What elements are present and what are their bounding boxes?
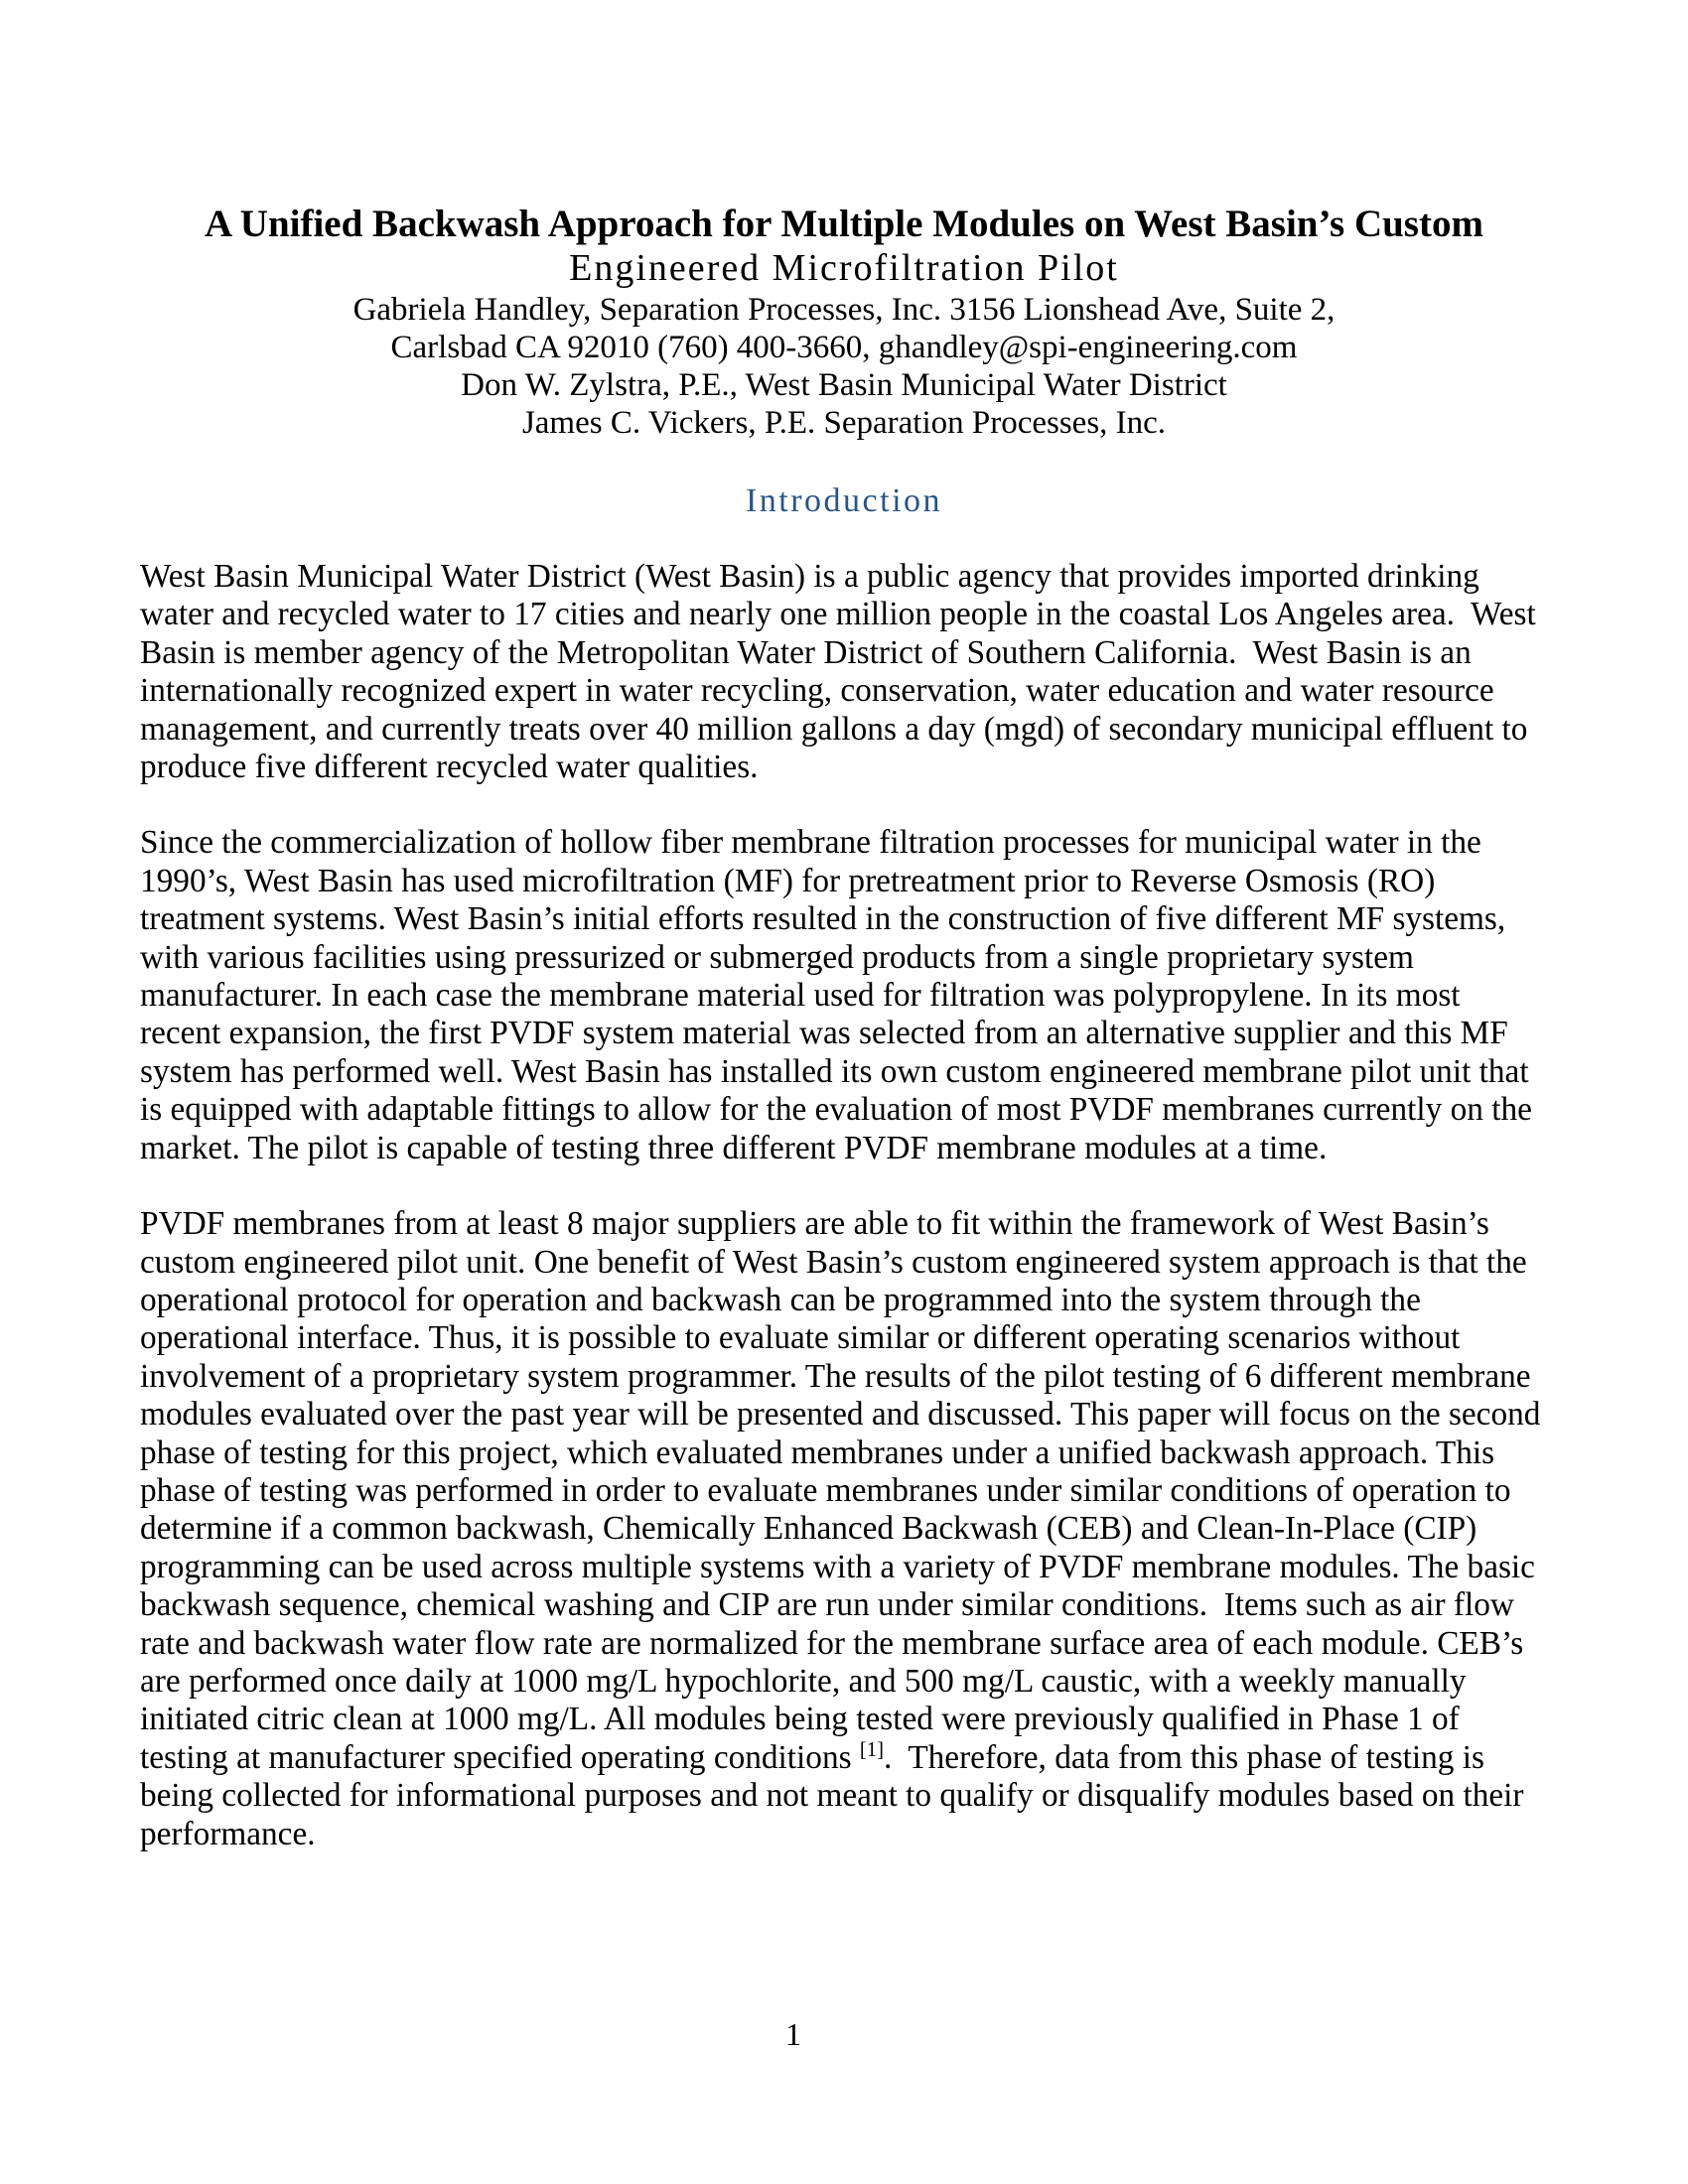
body-paragraph-3 (140, 1205, 1548, 1853)
author-line-1: Gabriela Handley, Separation Processes, Inc. 3156 Lionshead Ave, Suite 2, (352, 292, 1336, 328)
section-heading-introduction: Introduction (745, 482, 943, 519)
author-line-4: James C. Vickers, P.E. Separation Processes, Inc. (521, 405, 1167, 441)
paper-title-line-2: Engineered Microfiltration Pilot (569, 247, 1119, 289)
text-segment: Since the commercialization of hollow fiber membrane filtration processes for municipal water in the 1990’s, West Basin has used microfiltration (MF) for pretreatment prior to Reverse Osmosis (RO) treatment systems. West Basin’s initial efforts resulted in the construction of five different MF systems, with various facilities using pressurized or submerged products from a single proprietary system manufacturer. In each case the membrane material used for filtration was polypropylene. In its most recent expansion, the first PVDF system material was selected from an alternative supplier and this MF system has performed well. West Basin has installed its own custom engineered membrane pilot unit that is equipped with adaptable fittings to allow for the evaluation of most PVDF membranes currently on the market. The pilot is capable of testing three different PVDF membrane modules at a time. (140, 824, 1541, 1166)
text-segment: West Basin Municipal Water District (West Basin) is a public agency that provides imported drinking water and recycled water to 17 cities and nearly one million people in the coastal Los Angeles area. West Basin is member agency of the Metropolitan Water District of Southern California. West Basin is an internationally recognized expert in water recycling, conservation, water education and water resource management, and currently treats over 40 million gallons a day (mgd) of secondary municipal effluent to produce five different recycled water qualities. (140, 558, 1545, 786)
body-paragraph-2 (140, 824, 1548, 1167)
body-paragraph-1 (140, 558, 1548, 786)
author-line-3: Don W. Zylstra, P.E., West Basin Municipal Water District (461, 367, 1227, 403)
author-block (140, 291, 1548, 442)
page-number: 1 (785, 2016, 801, 2052)
citation-superscript: [1] (859, 1739, 884, 1762)
author-line-2: Carlsbad CA 92010 (760) 400-3660, ghandley@spi-engineering.com (390, 330, 1298, 365)
text-segment: PVDF membranes from at least 8 major suppliers are able to fit within the framework of West Basin’s custom engineered pilot unit. One benefit of West Basin’s custom engineered system approach is that the operational protocol for operation and backwash can be programmed into the system through the operational interface. Thus, it is possible to evaluate similar or different operating scenarios without involvement of a proprietary system programmer. The results of the pilot testing of 6 different membrane modules evaluated over the past year will be presented and discussed. This paper will focus on the second phase of testing for this project, which evaluated membranes under a unified backwash approach. This phase of testing was performed in order to evaluate membranes under similar conditions of operation to determine if a common backwash, Chemically Enhanced Backwash (CEB) and Clean-In-Place (CIP) programming can be used across multiple systems with a variety of PVDF membrane modules. The basic backwash sequence, chemical washing and CIP are run under similar conditions. Items such as air flow rate and backwash water flow rate are normalized for the membrane surface area of each module. CEB’s are performed once daily at 1000 mg/L hypochlorite, and 500 mg/L caustic, with a weekly manually initiated citric clean at 1000 mg/L. All modules being tested were previously qualified in Phase 1 of testing at manufacturer specified operating conditions (140, 1205, 1549, 1776)
title-block (140, 202, 1548, 442)
text-segment: . Therefore, data from this phase of testing is being collected for informational purposes and not meant to qualify or disqualify modules based on their performance. (140, 1738, 1532, 1852)
paper-title-line-1: A Unified Backwash Approach for Multiple Modules on West Basin’s Custom (205, 203, 1483, 245)
body-text (140, 558, 1548, 1853)
